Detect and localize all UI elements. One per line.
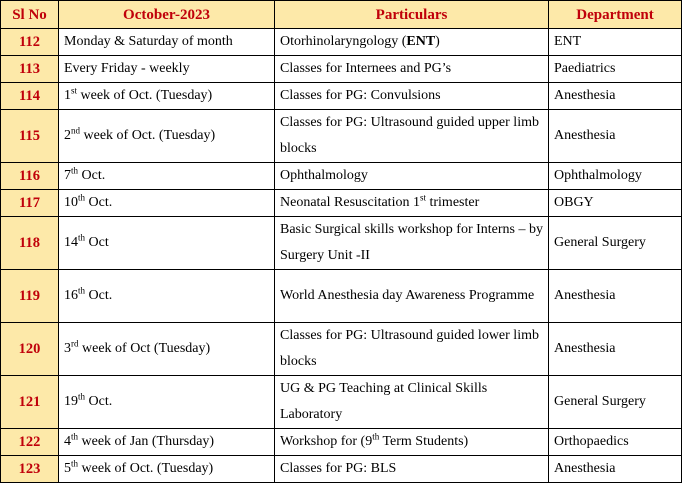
department-cell: General Surgery (549, 376, 682, 429)
date-number: 4 (64, 434, 71, 449)
particulars-text: Workshop for (9 (280, 434, 373, 449)
sl-no-cell: 117 (1, 190, 59, 217)
particulars-cell: World Anesthesia day Awareness Programme (275, 270, 549, 323)
date-ordinal: rd (71, 338, 79, 349)
header-sl-no: Sl No (1, 1, 59, 29)
sl-no-cell: 123 (1, 456, 59, 483)
particulars-cell (275, 429, 549, 456)
date-number: 10 (64, 195, 78, 210)
particulars-cell: Classes for PG: Ultrasound guided upper limb blocks (275, 110, 549, 163)
department-cell: General Surgery (549, 217, 682, 270)
date-cell (59, 163, 275, 190)
date-ordinal: th (78, 232, 86, 243)
particulars-ordinal: th (372, 431, 380, 442)
table-row (1, 217, 682, 270)
sl-no-cell: 120 (1, 323, 59, 376)
date-text: Oct. (85, 394, 113, 409)
department-cell: OBGY (549, 190, 682, 217)
date-cell (59, 376, 275, 429)
date-text: week of Jan (Thursday) (78, 434, 215, 449)
sl-no-cell: 121 (1, 376, 59, 429)
header-row (1, 1, 682, 29)
particulars-cell (275, 29, 549, 56)
department-cell: Anesthesia (549, 456, 682, 483)
sl-no-cell: 112 (1, 29, 59, 56)
date-number: 1 (64, 88, 71, 103)
date-text: week of Oct. (Tuesday) (78, 461, 214, 476)
date-text: week of Oct. (Tuesday) (80, 128, 216, 143)
date-number: 5 (64, 461, 71, 476)
particulars-cell: Ophthalmology (275, 163, 549, 190)
table-row (1, 56, 682, 83)
date-cell: Monday & Saturday of month (59, 29, 275, 56)
particulars-cell (275, 190, 549, 217)
sl-no-cell: 115 (1, 110, 59, 163)
particulars-bold-text: ENT (406, 34, 436, 49)
date-text: week of Oct (Tuesday) (78, 341, 211, 356)
table-row (1, 29, 682, 56)
sl-no-cell: 118 (1, 217, 59, 270)
table-row (1, 110, 682, 163)
date-cell (59, 83, 275, 110)
date-ordinal: th (78, 285, 86, 296)
particulars-text-end: trimester (425, 195, 480, 210)
department-cell: Ophthalmology (549, 163, 682, 190)
date-text: Oct. (78, 168, 106, 183)
date-cell (59, 323, 275, 376)
date-ordinal: st (71, 85, 78, 96)
header-month: October-2023 (59, 1, 275, 29)
table-row (1, 83, 682, 110)
date-cell (59, 456, 275, 483)
particulars-cell: Basic Surgical skills workshop for Interns – by Surgery Unit -II (275, 217, 549, 270)
date-number: 19 (64, 394, 78, 409)
sl-no-cell: 116 (1, 163, 59, 190)
date-text: Oct (85, 235, 109, 250)
date-number: 2 (64, 128, 71, 143)
date-cell (59, 217, 275, 270)
department-cell: Anesthesia (549, 110, 682, 163)
date-number: 14 (64, 235, 78, 250)
table-row (1, 323, 682, 376)
date-ordinal: th (71, 165, 79, 176)
sl-no-cell: 122 (1, 429, 59, 456)
date-cell: Every Friday - weekly (59, 56, 275, 83)
date-cell (59, 190, 275, 217)
particulars-cell: Classes for PG: BLS (275, 456, 549, 483)
particulars-cell: UG & PG Teaching at Clinical Skills Laboratory (275, 376, 549, 429)
particulars-text-end: ) (435, 34, 440, 49)
date-number: 7 (64, 168, 71, 183)
table-row (1, 190, 682, 217)
table-row (1, 429, 682, 456)
date-ordinal: th (78, 192, 86, 203)
sl-no-cell: 114 (1, 83, 59, 110)
date-cell (59, 429, 275, 456)
department-cell: Paediatrics (549, 56, 682, 83)
header-particulars: Particulars (275, 1, 549, 29)
department-cell: Anesthesia (549, 270, 682, 323)
date-ordinal: th (71, 458, 79, 469)
department-cell: ENT (549, 29, 682, 56)
particulars-cell: Classes for PG: Ultrasound guided lower limb blocks (275, 323, 549, 376)
particulars-text: Otorhinolaryngology ( (280, 34, 407, 49)
particulars-cell: Classes for Internees and PG’s (275, 56, 549, 83)
date-text: week of Oct. (Tuesday) (77, 88, 213, 103)
sl-no-cell: 119 (1, 270, 59, 323)
date-text: Oct. (85, 288, 113, 303)
date-number: 3 (64, 341, 71, 356)
particulars-text-end: Term Students) (379, 434, 469, 449)
table-row (1, 270, 682, 323)
table-row (1, 456, 682, 483)
particulars-text: Neonatal Resuscitation 1 (280, 195, 420, 210)
date-cell (59, 270, 275, 323)
date-ordinal: th (71, 431, 79, 442)
date-number: 16 (64, 288, 78, 303)
sl-no-cell: 113 (1, 56, 59, 83)
table-row (1, 376, 682, 429)
date-ordinal: th (78, 391, 86, 402)
table-row (1, 163, 682, 190)
date-cell (59, 110, 275, 163)
particulars-ordinal: st (419, 192, 426, 203)
header-department: Department (549, 1, 682, 29)
date-text: Oct. (85, 195, 113, 210)
department-cell: Anesthesia (549, 83, 682, 110)
particulars-cell: Classes for PG: Convulsions (275, 83, 549, 110)
department-cell: Anesthesia (549, 323, 682, 376)
date-ordinal: nd (71, 125, 80, 136)
department-cell: Orthopaedics (549, 429, 682, 456)
